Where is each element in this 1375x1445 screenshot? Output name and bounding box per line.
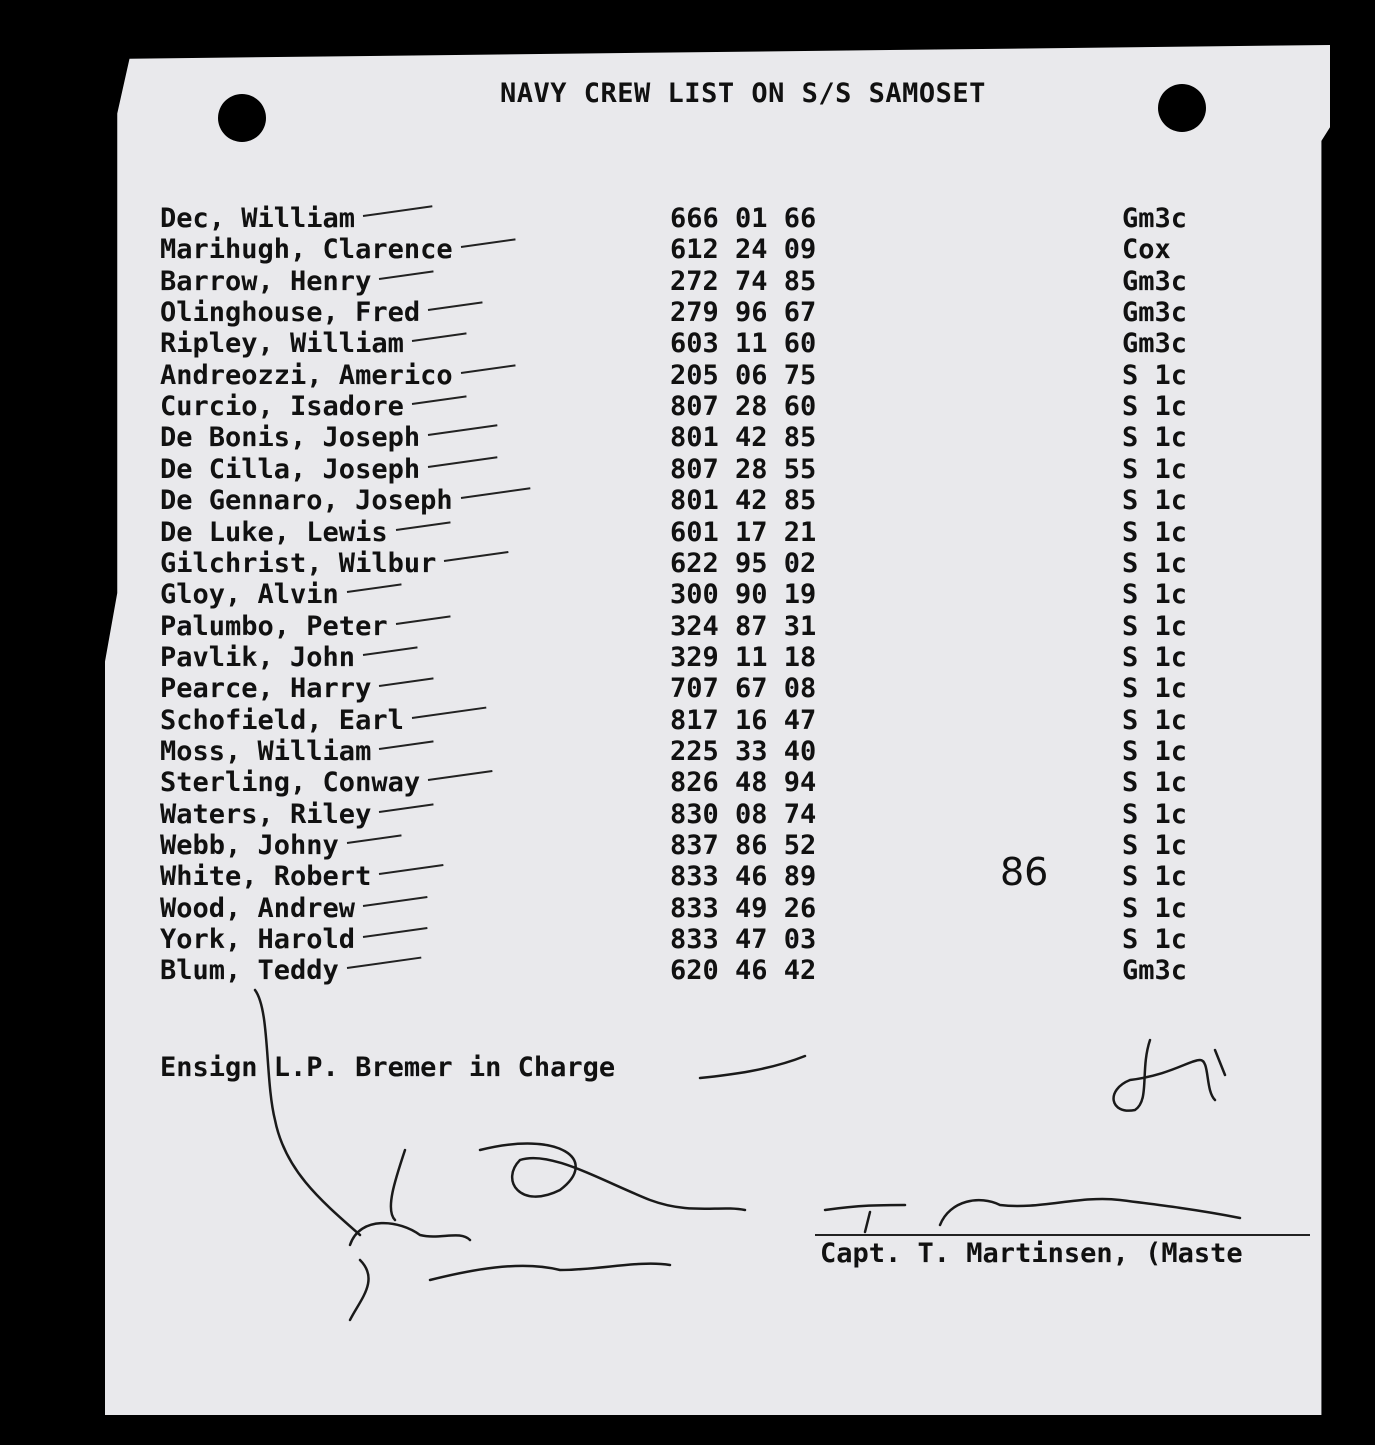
crew-name: De Bonis, Joseph <box>160 422 421 454</box>
service-number: 225 33 40 <box>670 735 817 767</box>
punch-hole-left <box>218 94 266 142</box>
service-number: 801 42 85 <box>670 422 817 454</box>
check-tick <box>379 678 434 688</box>
check-tick <box>428 301 483 311</box>
service-number: 279 96 67 <box>670 297 817 329</box>
crew-name: De Luke, Lewis <box>160 516 388 548</box>
rating: Gm3c <box>1122 265 1188 297</box>
check-tick <box>396 615 451 625</box>
crew-name: Pearce, Harry <box>160 673 372 705</box>
check-tick <box>461 364 516 374</box>
crew-row <box>0 422 1375 454</box>
crew-name: Waters, Riley <box>160 798 372 830</box>
crew-row <box>0 642 1375 674</box>
service-number: 205 06 75 <box>670 359 817 391</box>
crew-name: De Cilla, Joseph <box>160 453 421 485</box>
rating: S 1c <box>1122 547 1188 579</box>
service-number: 801 42 85 <box>670 485 817 517</box>
crew-row <box>0 799 1375 831</box>
crew-name: Sterling, Conway <box>160 767 421 799</box>
crew-name: Marihugh, Clarence <box>160 234 453 266</box>
crew-name: Curcio, Isadore <box>160 391 404 423</box>
crew-name: Palumbo, Peter <box>160 610 388 642</box>
check-tick <box>379 270 434 280</box>
crew-name: Schofield, Earl <box>160 704 404 736</box>
handwritten-note: 86 <box>1000 850 1049 894</box>
check-tick <box>379 864 444 875</box>
rating: S 1c <box>1122 516 1188 548</box>
crew-row <box>0 203 1375 235</box>
punch-hole-right <box>1158 84 1206 132</box>
service-number: 707 67 08 <box>670 673 817 705</box>
service-number: 622 95 02 <box>670 547 817 579</box>
rating: S 1c <box>1122 453 1188 485</box>
crew-row <box>0 673 1375 705</box>
crew-name: Ripley, William <box>160 328 404 360</box>
crew-name: Olinghouse, Fred <box>160 297 421 329</box>
check-tick <box>363 205 433 217</box>
service-number: 324 87 31 <box>670 610 817 642</box>
crew-row <box>0 611 1375 643</box>
rating: S 1c <box>1122 485 1188 517</box>
crew-row <box>0 579 1375 611</box>
check-tick <box>347 834 402 844</box>
crew-name: Moss, William <box>160 735 372 767</box>
rating: S 1c <box>1122 673 1188 705</box>
check-tick <box>347 584 402 594</box>
rating: Cox <box>1122 234 1171 266</box>
service-number: 620 46 42 <box>670 955 817 987</box>
service-number: 329 11 18 <box>670 641 817 673</box>
check-tick <box>396 521 451 531</box>
crew-name: Andreozzi, Americo <box>160 359 453 391</box>
crew-row <box>0 485 1375 517</box>
crew-row <box>0 548 1375 580</box>
master-signature-caption: Capt. T. Martinsen, (Maste <box>820 1238 1243 1269</box>
service-number: 601 17 21 <box>670 516 817 548</box>
rating: S 1c <box>1122 798 1188 830</box>
rating: S 1c <box>1122 892 1188 924</box>
check-tick <box>363 927 428 938</box>
rating: S 1c <box>1122 359 1188 391</box>
crew-row <box>0 391 1375 423</box>
check-tick <box>363 896 428 907</box>
rating: S 1c <box>1122 641 1188 673</box>
check-tick <box>363 646 418 656</box>
service-number: 612 24 09 <box>670 234 817 266</box>
crew-row <box>0 767 1375 799</box>
officer-in-charge: Ensign L.P. Bremer in Charge <box>160 1052 616 1083</box>
crew-row <box>0 328 1375 360</box>
check-tick <box>461 239 516 249</box>
crew-row <box>0 234 1375 266</box>
service-number: 830 08 74 <box>670 798 817 830</box>
crew-name: Wood, Andrew <box>160 892 356 924</box>
crew-name: Blum, Teddy <box>160 955 339 987</box>
service-number: 826 48 94 <box>670 767 817 799</box>
check-tick <box>412 395 467 405</box>
check-tick <box>379 803 434 813</box>
document-title: NAVY CREW LIST ON S/S SAMOSET <box>500 78 986 109</box>
service-number: 833 47 03 <box>670 924 817 956</box>
service-number: 603 11 60 <box>670 328 817 360</box>
rating: S 1c <box>1122 391 1188 423</box>
service-number: 833 46 89 <box>670 861 817 893</box>
crew-row <box>0 266 1375 298</box>
rating: S 1c <box>1122 767 1188 799</box>
crew-name: Gilchrist, Wilbur <box>160 547 437 579</box>
service-number: 807 28 55 <box>670 453 817 485</box>
rating: S 1c <box>1122 579 1188 611</box>
crew-name: White, Robert <box>160 861 372 893</box>
check-tick <box>412 333 467 343</box>
service-number: 807 28 60 <box>670 391 817 423</box>
crew-row <box>0 736 1375 768</box>
rating: Gm3c <box>1122 297 1188 329</box>
service-number: 837 86 52 <box>670 830 817 861</box>
service-number: 666 01 66 <box>670 203 817 234</box>
check-tick <box>347 957 422 969</box>
check-tick <box>428 456 498 468</box>
crew-row <box>0 360 1375 392</box>
check-tick <box>461 487 531 499</box>
crew-row <box>0 830 1375 862</box>
check-tick <box>412 706 487 718</box>
crew-name: Gloy, Alvin <box>160 579 339 611</box>
rating: S 1c <box>1122 422 1188 454</box>
rating: S 1c <box>1122 924 1188 956</box>
check-tick <box>379 740 434 750</box>
rating: Gm3c <box>1122 955 1188 987</box>
check-tick <box>428 770 493 781</box>
crew-name: Dec, William <box>160 203 356 234</box>
service-number: 272 74 85 <box>670 265 817 297</box>
crew-name: Pavlik, John <box>160 641 356 673</box>
crew-name: Webb, Johny <box>160 830 339 861</box>
crew-name: Barrow, Henry <box>160 265 372 297</box>
rating: S 1c <box>1122 830 1188 861</box>
crew-name: De Gennaro, Joseph <box>160 485 453 517</box>
crew-row <box>0 955 1375 987</box>
check-tick <box>444 551 509 562</box>
rating: S 1c <box>1122 610 1188 642</box>
crew-name: York, Harold <box>160 924 356 956</box>
rating: Gm3c <box>1122 328 1188 360</box>
rating: S 1c <box>1122 735 1188 767</box>
crew-row <box>0 861 1375 893</box>
rating: S 1c <box>1122 704 1188 736</box>
service-number: 817 16 47 <box>670 704 817 736</box>
service-number: 300 90 19 <box>670 579 817 611</box>
check-tick <box>428 425 498 437</box>
service-number: 833 49 26 <box>670 892 817 924</box>
crew-row <box>0 297 1375 329</box>
crew-row <box>0 893 1375 925</box>
rating: Gm3c <box>1122 203 1188 234</box>
rating: S 1c <box>1122 861 1188 893</box>
crew-row <box>0 924 1375 956</box>
crew-row <box>0 454 1375 486</box>
crew-row <box>0 705 1375 737</box>
crew-row <box>0 517 1375 549</box>
signature-line <box>815 1234 1310 1236</box>
